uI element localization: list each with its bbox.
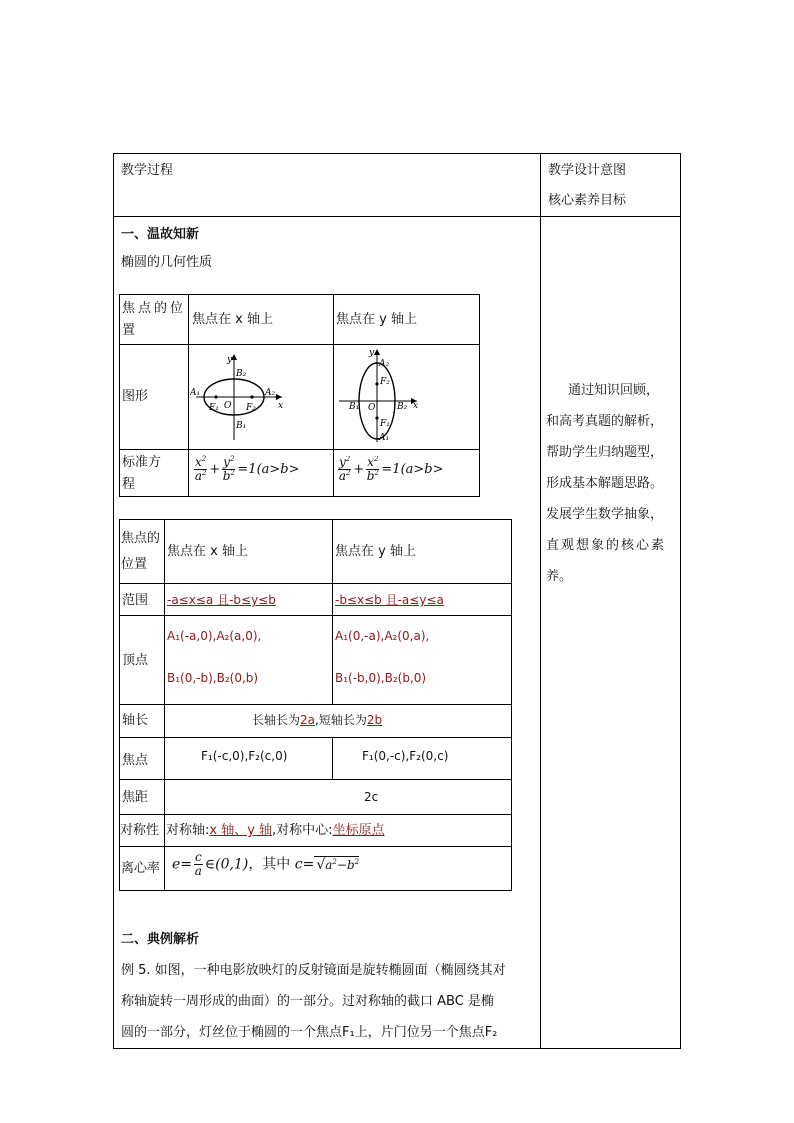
table1-col-x: 焦点在 x 轴上 [192, 312, 273, 327]
outer-column-divider [540, 153, 541, 1049]
right-col-line1: 通过知识回顾， [568, 383, 660, 398]
fig2-label-B2: B₂ [397, 402, 408, 412]
range-x-value: -a≤x≤a 且-b≤y≤b [167, 593, 276, 607]
sym-center: 坐标原点 [332, 823, 385, 838]
axis-mid: ,短轴长为 [315, 713, 367, 727]
fig1-label-F2: F₂ [246, 403, 256, 413]
outer-left-border [113, 153, 114, 1049]
eccentricity-label: 离心率 [121, 861, 161, 876]
section1-title: 一、温故知新 [121, 227, 200, 242]
outer-right-border [680, 153, 681, 1049]
ecc-text: ，其中 [248, 856, 291, 873]
fig1-label-B1: B₁ [236, 421, 247, 431]
axis-length-value [252, 714, 382, 726]
axis-pre: 长轴长为 [252, 713, 301, 727]
right-col-line6: 直观想象的核心素 [546, 538, 667, 553]
fig2-label-A2: A₂ [379, 359, 390, 369]
table2-header-label: 焦点的位置 [121, 531, 161, 572]
fig2-label-O: O [368, 403, 376, 413]
focus-label: 焦点 [122, 753, 149, 768]
vertex-x-line2: B₁(0,-b),B₂(0,b) [167, 671, 259, 685]
right-col-line7: 养。 [546, 569, 573, 584]
right-col-line5: 发展学生数学抽象， [546, 507, 664, 522]
fig2-label-B1: B₁ [349, 402, 360, 412]
equation-x-focus: $\frac{x^2}{a^2}$ + $\frac{y^2}{b^2}$ =1(a>b> [194, 455, 300, 484]
fig1-label-B2: B₂ [236, 369, 247, 379]
range-y-value: -b≤x≤b 且-a≤y≤a [335, 593, 444, 607]
fig1-label-x: x [278, 401, 284, 411]
example-line1: 例 5. 如图，一种电影放映灯的反射镜面是旋转椭圆面（椭圆绕其对 [121, 963, 506, 978]
example-line3: 圆的一部分，灯丝位于椭圆的一个焦点F₁上，片门位另一个焦点F₂ [121, 1025, 498, 1040]
range-label: 范围 [122, 593, 149, 608]
fig2-label-F2: F₂ [380, 377, 390, 387]
focus-y-value: F₁(0,-c),F₂(0,c) [362, 749, 449, 763]
focus-x-value: F₁(-c,0),F₂(c,0) [201, 749, 288, 763]
axis-length-label: 轴长 [122, 713, 149, 728]
table2-header-x: 焦点在 x 轴上 [167, 544, 248, 559]
fig1-label-y: y [227, 355, 233, 365]
table1-row2-label: 图形 [122, 389, 149, 404]
sym-mid: ,对称中心: [272, 823, 333, 838]
focal-distance-label: 焦距 [122, 790, 149, 805]
header-right-line2: 核心素养目标 [548, 193, 627, 208]
axis-short: 2b [366, 713, 383, 727]
symmetry-label: 对称性 [120, 823, 160, 838]
vertex-y-line2: B₁(-b,0),B₂(b,0) [335, 671, 427, 685]
example-line2: 称轴旋转一周形成的曲面）的一部分。过对称轴的截口 ABC 是椭 [121, 994, 494, 1009]
header-left-cell: 教学过程 [121, 163, 174, 178]
equation-y-focus: $\frac{y^2}{a^2}$ + $\frac{x^2}{b^2}$ =1(a>b> [338, 456, 444, 484]
focal-distance-value: 2c [364, 790, 379, 804]
outer-bottom-border [113, 1048, 681, 1049]
vertex-y-line1: A₁(0,-a),A₂(0,a), [335, 629, 430, 643]
table1-row1-label: 焦点的位置 [122, 301, 187, 338]
fig2-label-F1: F₁ [380, 419, 390, 429]
fig2-label-A1: A₁ [379, 433, 390, 443]
fig2-label-y: y [369, 348, 375, 358]
table1-col-y: 焦点在 y 轴上 [336, 312, 417, 327]
eccentricity-formula: e= $\frac{c}{a}$ ∈(0,1)，其中 $c= √a^2-b^2$ [172, 850, 360, 879]
fig1-label-A2: A₂ [265, 388, 276, 398]
table2-header-y: 焦点在 y 轴上 [335, 544, 416, 559]
vertex-x-line1: A₁(-a,0),A₂(a,0), [167, 629, 262, 643]
axis-long: 2a [300, 713, 316, 727]
fig1-label-F1: F₁ [209, 403, 219, 413]
horizontal-ellipse-figure [190, 350, 332, 445]
header-right-line1: 教学设计意图 [548, 163, 627, 178]
right-col-line4: 形成基本解题思路。 [546, 476, 664, 491]
right-col-line2: 和高考真题的解析， [546, 414, 664, 429]
symmetry-value [166, 824, 385, 837]
fig2-label-x: x [413, 401, 419, 411]
fig1-label-O: O [224, 401, 232, 411]
fig1-label-A1: A₁ [190, 388, 201, 398]
section2-title: 二、典例解析 [121, 932, 200, 947]
sym-pre: 对称轴: [166, 823, 210, 838]
vertex-label: 顶点 [122, 653, 149, 668]
table1-row3-label: 标准方程 [122, 455, 162, 492]
vertical-ellipse-figure [335, 346, 477, 446]
outer-top-border [113, 153, 681, 154]
right-col-line3: 帮助学生归纳题型， [546, 445, 664, 460]
section1-subtitle: 椭圆的几何性质 [121, 255, 213, 270]
sym-axes: x 轴、y 轴 [209, 823, 273, 838]
outer-header-divider [113, 216, 681, 217]
